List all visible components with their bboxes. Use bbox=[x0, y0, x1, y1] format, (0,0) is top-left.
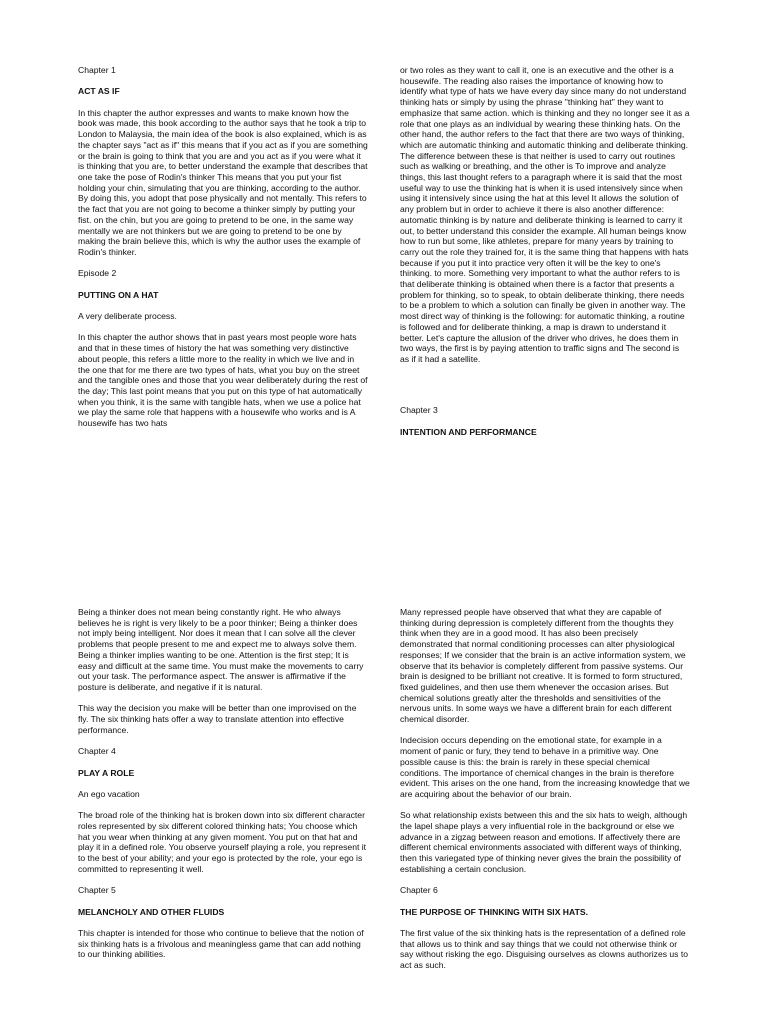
column-bottom-left bbox=[78, 607, 368, 971]
chapter-6-title: THE PURPOSE OF THINKING WITH SIX HATS. bbox=[400, 906, 588, 917]
chapter-4-label: Chapter 4 bbox=[78, 746, 116, 757]
chapter-4-subtitle: An ego vacation bbox=[78, 788, 140, 799]
chapter-1-title: ACT AS IF bbox=[78, 86, 120, 97]
thinker-paragraph: Being a thinker does not mean being constantly right. He who always believes he is right is very likely to be a poor thinker; Being a thinker does not imply being intelligent. Nor does it mean that I can solve all the clever problems that people present to me and expect me to always solve them. Being a thinker implies wanting to be one. Attention is the first step; It is easy and difficult at the same time. You must make the movements to carry out your task. The performance aspect. The answer is affirmative if the posture is deliberate, and negative if it is natural. bbox=[78, 607, 364, 692]
indecision-paragraph: Indecision occurs depending on the emotional state, for example in a moment of panic or fury, they tend to behave in a primitive way. One possible cause is this: the brain is rarely in these special chemical conditions. The importance of chemical changes in the brain is therefore evident. This arises on the one hand, from the increasing knowledge that we are acquiring about the behavior of our brain. bbox=[400, 735, 690, 799]
chapter-3-title: INTENTION AND PERFORMANCE bbox=[400, 426, 537, 437]
chapter-5-paragraph: This chapter is intended for those who continue to believe that the notion of six thinking hats is a frivolous and meaningless game that can add nothing to our thinking abilities. bbox=[78, 927, 364, 960]
chapter-4-title: PLAY A ROLE bbox=[78, 767, 135, 778]
episode-2-subtitle: A very deliberate process. bbox=[78, 311, 177, 322]
chapter-6-paragraph: The first value of the six thinking hats is the representation of a defined role that allows us to think and say things that we could not otherwise think or say without risking the ego. Disguising ourselves as clowns authorizes us to act as such. bbox=[400, 928, 689, 971]
episode-2-label: Episode 2 bbox=[78, 268, 117, 279]
relationship-paragraph: So what relationship exists between this and the six hats to weigh, although the lapel shape plays a very influential role in the background or else we advance in a zigzag between reason and emotions. If affectively there are different chemical environments associated with different ways of thinking, then this variegated type of thinking never gives the brain the possibility of establishing a certain conclusion. bbox=[400, 810, 688, 874]
depression-paragraph: Many repressed people have observed that what they are capable of thinking during depression is completely different from the thoughts they think when they are in a good mood. It has also been precisely demonstrated that normal conditioning processes can alter physiological responses; If we consider that the brain is an active information system, we observe that its behavior is completely different from passive systems. Our brain is designed to be brilliant not creative. It is formed to form structured, fixed guidelines, and then use them whenever the occasion arises. But chemical solutions greatly alter the thresholds and sensitivities of the nervous units. In some ways we have a different brain for each different chemical disorder. bbox=[400, 607, 686, 725]
chapter-1-paragraph: In this chapter the author expresses and wants to make known how the book was made, this book according to the author says that he took a trip to London to Malaysia, the main idea of the book is also explained, which is as the chapter says "act as if" this means that if you act as if you are something or the brain is going to think that you are and you act as if you were what it is thinking that you are, to better understand the example that describes that one take the pose of Rodin's thinker This means that you put your fist holding your chin, simulating that you are thinking, according to the author. By doing this, you adopt that pose physically and not mentally. This refers to the fact that you are not going to become a thinker simply by putting your fist. on the chin, but you are going to pretend to be one, in the same way mentally we are not thinkers but we are going to pretend to be one by making the brain believe this, which is why the author uses the example of Rodin's thinker. bbox=[78, 107, 368, 257]
chapter-5-label: Chapter 5 bbox=[78, 885, 116, 896]
column-top-right bbox=[400, 65, 690, 448]
continued-paragraph: or two roles as they want to call it, one is an executive and the other is a housewife. The reading also raises the importance of knowing how to identify what type of hats we have every day since many do not understand thinking hats or simply by using the phrase "thinking hat" they want to emphasize that same action. which is thinking and they no longer see it as a role that one plays as an individual by wearing these thinking hats. On the other hand, the author refers to the fact that there are two ways of thinking, which are automatic thinking and automatic thinking and deliberate thinking. The difference between these is that neither is used to carry out routines such as walking or breathing, and the other is To improve and analyze things, this last thought refers to a paragraph where it is said that the most useful way to use the thinking hat is when it is used intensively since when using it intensively since using the hat at this level It allows the solution of any problem but in order to achieve it there is also another difference: automatic thinking is by nature and deliberate thinking is learned to carry it out, to better understand this consider the example. All human beings know how to run but some, like athletes, prepare for many years by training to carry out the role they trained for, it is the same thing that happens with hats because if you put it into practice very often it will be the key to one's thinking. to more. Something very important to what the author refers to is that deliberate thinking is obtained when there is a factor that presents a problem for thinking, so to speak, to obtain deliberate thinking, there needs to be a problem to which a solution can finally be given in another way. The most direct way of thinking is the following: for automatic thinking, a routine is followed and for deliberate thinking, a map is drawn to understand it better. Let's capture the allusion of the driver who drives, he does them in two ways, the first is by paying attention to traffic signs and The second is as if it had a satellite. bbox=[400, 65, 690, 364]
chapter-3-label: Chapter 3 bbox=[400, 405, 438, 416]
column-top-left bbox=[78, 65, 368, 440]
chapter-4-paragraph: The broad role of the thinking hat is broken down into six different character roles represented by six different colored thinking hats; You choose which hat you wear when thinking at any given moment. You put on that hat and play it in a defined role. You observe yourself playing a role, you represent it to the best of your ability; and your ego is protected by the role, your ego is committed to representing it well. bbox=[78, 810, 367, 874]
episode-2-title: PUTTING ON A HAT bbox=[78, 289, 159, 300]
episode-2-paragraph: In this chapter the author shows that in past years most people wore hats and that in these times of history the hat was something very distinctive about people, this refers a little more to the reality in which we live and in the one that for me there are two types of hats, what you buy on the street and the tangible ones and those that you wear deliberately during the rest of the day; This last point means that you put on this type of hat automatically when you think, it is the same with tangible hats, when we use a police hat we play the same role that happens with a housewife who works and is A housewife has two hats bbox=[78, 332, 368, 429]
chapter-5-title: MELANCHOLY AND OTHER FLUIDS bbox=[78, 906, 225, 917]
chapter-6-label: Chapter 6 bbox=[400, 885, 438, 896]
column-bottom-right bbox=[400, 607, 690, 982]
decision-paragraph: This way the decision you make will be better than one improvised on the fly. The six thinking hats offer a way to translate attention into effective performance. bbox=[78, 703, 357, 735]
chapter-1-label: Chapter 1 bbox=[78, 65, 116, 75]
